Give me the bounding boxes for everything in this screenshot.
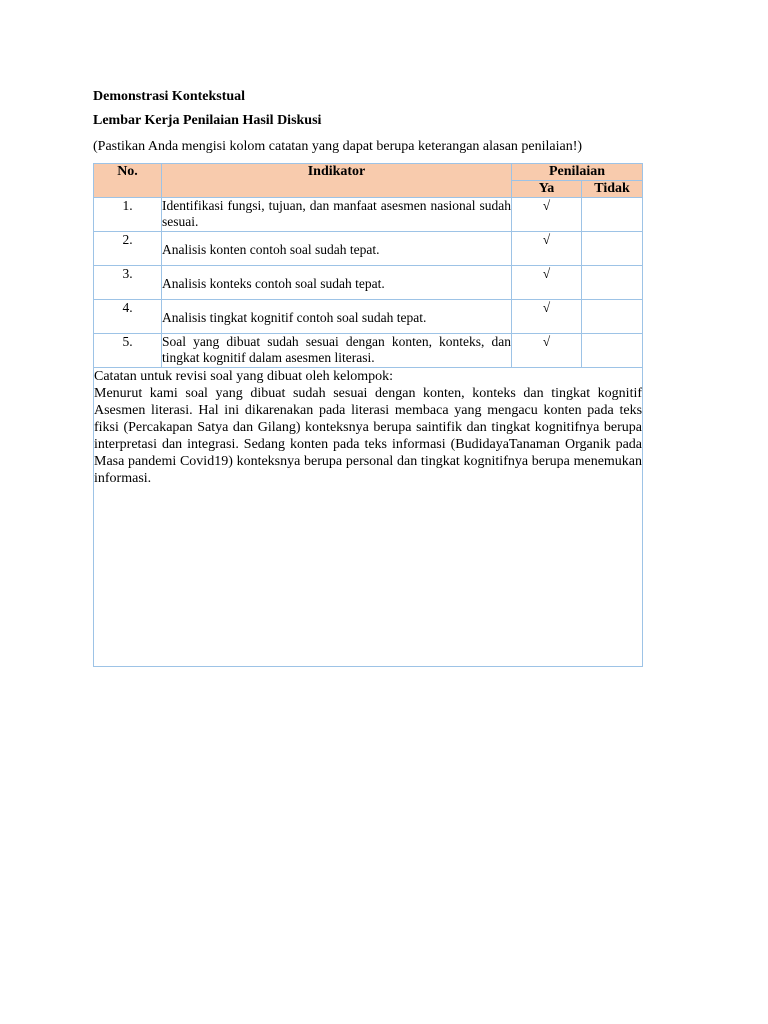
notes-text: Menurut kami soal yang dibuat sudah sesuai dengan konten, konteks dan tingkat kognitif Asesmen literasi. Hal ini dikarenakan pada literasi membaca yang mengacu konten pada teks fiksi (Percakapan Satya dan Gilang) konteksnya berupa saintifik dan tingkat kognitifnya berupa interpretasi dan integrasi. Sedang konten pada teks informasi (BudidayaTanaman Organik pada Masa pandemi Covid19) konteksnya berupa personal dan tingkat kognitifnya berupa menemukan informasi. [94, 386, 643, 486]
row-indicator: Analisis tingkat kognitif contoh soal sudah tepat. [162, 300, 512, 334]
cell-tidak[interactable] [582, 334, 643, 368]
notes-cell[interactable] [94, 368, 643, 667]
row-indicator: Soal yang dibuat sudah sesuai dengan konten, konteks, dan tingkat kognitif dalam asesmen literasi. [162, 334, 512, 368]
row-number: 3. [94, 266, 162, 300]
checkmark-ya[interactable]: √ [512, 300, 582, 334]
document-subtitle: Lembar Kerja Penilaian Hasil Diskusi [93, 113, 322, 128]
cell-tidak[interactable] [582, 232, 643, 266]
table-row [94, 300, 643, 334]
row-indicator: Analisis konteks contoh soal sudah tepat. [162, 266, 512, 300]
cell-tidak[interactable] [582, 266, 643, 300]
header-row [94, 164, 643, 181]
checkmark-ya[interactable]: √ [512, 232, 582, 266]
row-indicator: Identifikasi fungsi, tujuan, dan manfaat asesmen nasional sudah sesuai. [162, 198, 512, 232]
cell-tidak[interactable] [582, 300, 643, 334]
table-row [94, 266, 643, 300]
checkmark-ya[interactable]: √ [512, 266, 582, 300]
header-indikator: Indikator [162, 164, 512, 198]
checkmark-ya[interactable]: √ [512, 198, 582, 232]
table-row [94, 198, 643, 232]
header-ya: Ya [512, 181, 582, 198]
instruction-text: (Pastikan Anda mengisi kolom catatan yang dapat berupa keterangan alasan penilaian!) [93, 139, 583, 154]
checkmark-ya[interactable]: √ [512, 334, 582, 368]
notes-label: Catatan untuk revisi soal yang dibuat oleh kelompok: [94, 369, 393, 384]
header-tidak: Tidak [582, 181, 643, 198]
row-number: 4. [94, 300, 162, 334]
row-number: 1. [94, 198, 162, 232]
row-number: 5. [94, 334, 162, 368]
assessment-table [93, 163, 643, 667]
notes-row [94, 368, 643, 667]
header-penilaian: Penilaian [512, 164, 643, 181]
header-no: No. [94, 164, 162, 198]
row-indicator: Analisis konten contoh soal sudah tepat. [162, 232, 512, 266]
cell-tidak[interactable] [582, 198, 643, 232]
document-title: Demonstrasi Kontekstual [93, 89, 246, 104]
table-row [94, 334, 643, 368]
table-row [94, 232, 643, 266]
row-number: 2. [94, 232, 162, 266]
